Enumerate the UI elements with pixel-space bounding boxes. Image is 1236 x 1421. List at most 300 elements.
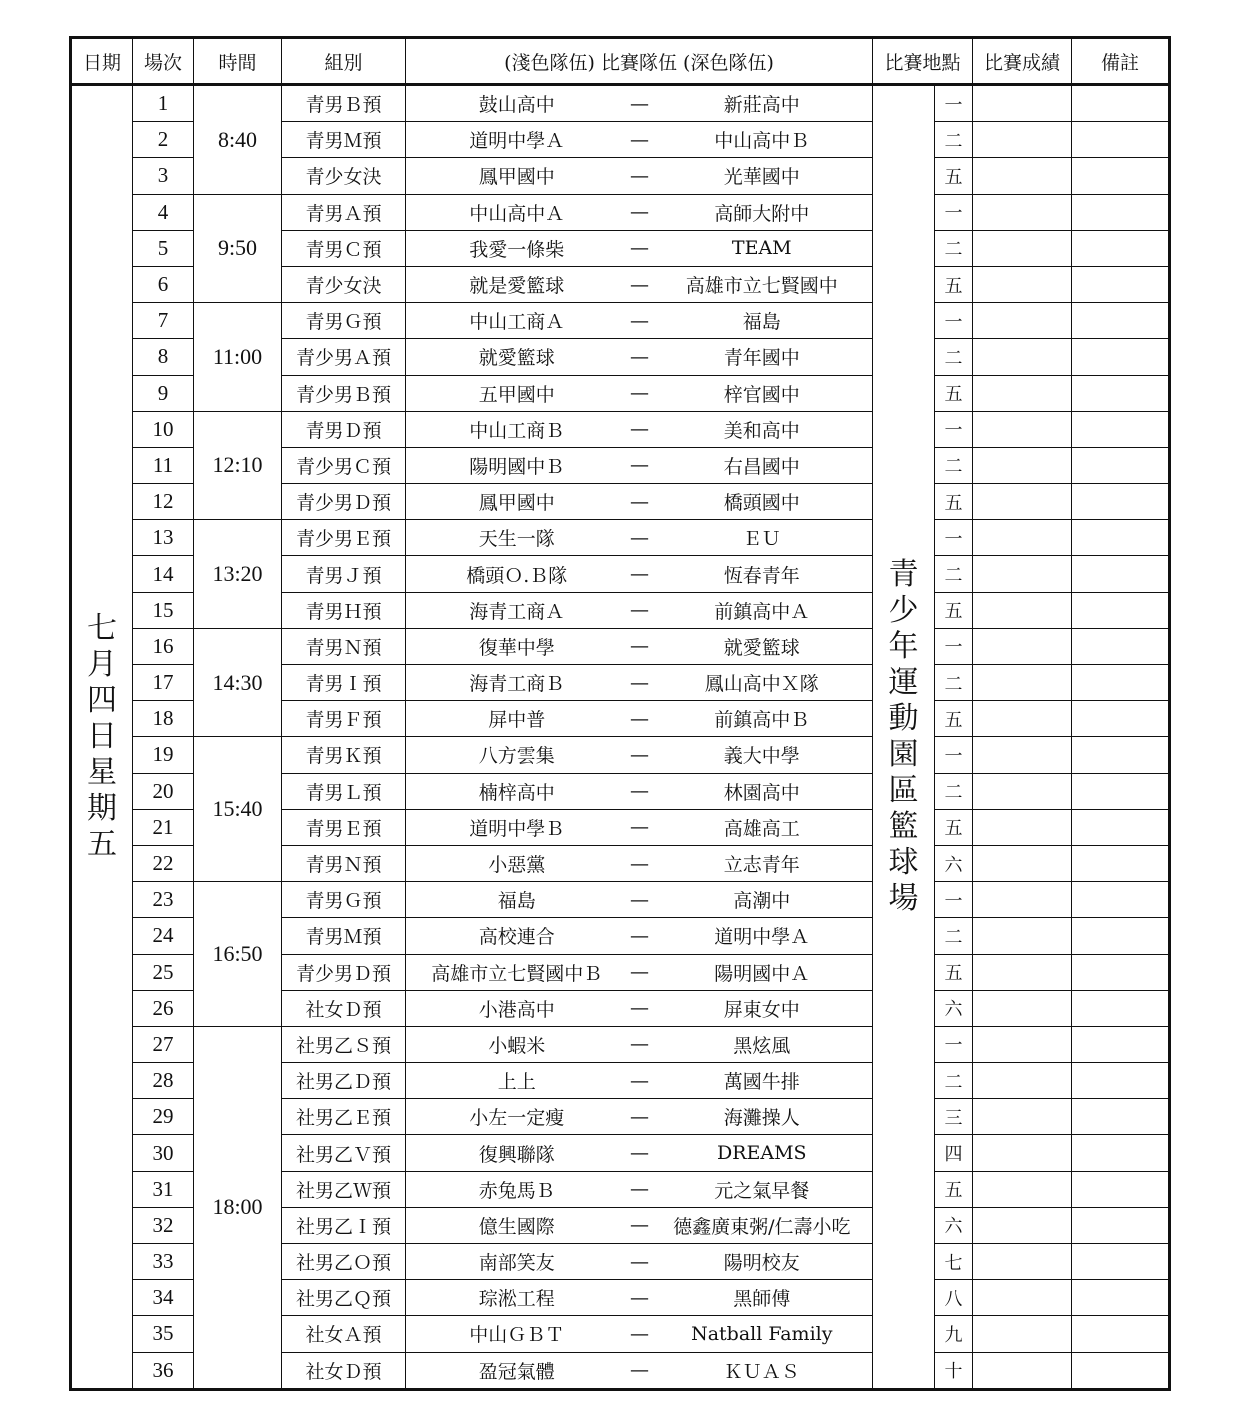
table-row [71, 882, 1170, 918]
versus-dash: — [628, 122, 652, 158]
court-number: 三 [935, 1099, 973, 1135]
match-number: 36 [133, 1352, 194, 1389]
match-number: 25 [133, 954, 194, 990]
match-number: 28 [133, 1063, 194, 1099]
versus-dash: — [628, 1135, 652, 1171]
remark-cell [1072, 882, 1170, 918]
time-slot: 8:40 [194, 85, 282, 195]
table-row [71, 303, 1170, 339]
dark-team: 鳳山高中Ｘ隊 [652, 665, 873, 701]
court-number: 五 [935, 592, 973, 628]
versus-dash: — [628, 85, 652, 122]
remark-cell [1072, 665, 1170, 701]
match-number: 23 [133, 882, 194, 918]
score-cell [973, 1171, 1072, 1207]
header-teams: (淺色隊伍) 比賽隊伍 (深色隊伍) [406, 38, 873, 85]
versus-dash: — [628, 158, 652, 194]
light-team: 盈冠氣體 [406, 1352, 628, 1389]
court-number: 五 [935, 954, 973, 990]
match-number: 9 [133, 375, 194, 411]
remark-cell [1072, 85, 1170, 122]
remark-cell [1072, 1352, 1170, 1389]
versus-dash: — [628, 1352, 652, 1389]
dark-team: ＫＵＡＳ [652, 1352, 873, 1389]
score-cell [973, 1135, 1072, 1171]
remark-cell [1072, 737, 1170, 773]
light-team: 就是愛籃球 [406, 266, 628, 302]
remark-cell [1072, 122, 1170, 158]
group-cell: 青少男Ｅ預 [282, 520, 406, 556]
court-number: 五 [935, 158, 973, 194]
light-team: 天生一隊 [406, 520, 628, 556]
header-score: 比賽成績 [973, 38, 1072, 85]
score-cell [973, 1099, 1072, 1135]
score-cell [973, 628, 1072, 664]
light-team: 赤兔馬Ｂ [406, 1171, 628, 1207]
time-slot: 16:50 [194, 882, 282, 1027]
court-number: 七 [935, 1244, 973, 1280]
time-slot: 15:40 [194, 737, 282, 882]
match-number: 8 [133, 339, 194, 375]
match-number: 34 [133, 1280, 194, 1316]
dark-team: 新莊高中 [652, 85, 873, 122]
group-cell: 青男Ｇ預 [282, 303, 406, 339]
match-number: 6 [133, 266, 194, 302]
time-slot: 18:00 [194, 1026, 282, 1389]
group-cell: 青男Ｎ預 [282, 628, 406, 664]
score-cell [973, 266, 1072, 302]
court-number: 一 [935, 194, 973, 230]
dark-team: 右昌國中 [652, 447, 873, 483]
score-cell [973, 665, 1072, 701]
dark-team: 黑師傅 [652, 1280, 873, 1316]
group-cell: 青少男Ａ預 [282, 339, 406, 375]
court-number: 二 [935, 665, 973, 701]
score-cell [973, 809, 1072, 845]
versus-dash: — [628, 773, 652, 809]
group-cell: 青男Ａ預 [282, 194, 406, 230]
score-cell [973, 990, 1072, 1026]
dark-team: 道明中學Ａ [652, 918, 873, 954]
remark-cell [1072, 990, 1170, 1026]
versus-dash: — [628, 1207, 652, 1243]
remark-cell [1072, 1316, 1170, 1352]
court-number: 六 [935, 1207, 973, 1243]
score-cell [973, 230, 1072, 266]
schedule-body [71, 85, 1170, 1390]
group-cell: 社男乙Ｅ預 [282, 1099, 406, 1135]
match-number: 32 [133, 1207, 194, 1243]
court-number: 二 [935, 918, 973, 954]
remark-cell [1072, 1244, 1170, 1280]
court-number: 二 [935, 339, 973, 375]
court-number: 二 [935, 1063, 973, 1099]
dark-team: 梓官國中 [652, 375, 873, 411]
court-number: 一 [935, 520, 973, 556]
light-team: 小左一定瘦 [406, 1099, 628, 1135]
group-cell: 社女Ａ預 [282, 1316, 406, 1352]
match-number: 16 [133, 628, 194, 664]
dark-team: 就愛籃球 [652, 628, 873, 664]
venue-cell [873, 85, 935, 1390]
light-team: 鳳甲國中 [406, 484, 628, 520]
header-time: 時間 [194, 38, 282, 85]
light-team: 中山工商Ｂ [406, 411, 628, 447]
group-cell: 社女Ｄ預 [282, 1352, 406, 1389]
light-team: 中山工商Ａ [406, 303, 628, 339]
remark-cell [1072, 1171, 1170, 1207]
group-cell: 社男乙Ｄ預 [282, 1063, 406, 1099]
light-team: 八方雲集 [406, 737, 628, 773]
match-number: 35 [133, 1316, 194, 1352]
group-cell: 青男Ｍ預 [282, 122, 406, 158]
dark-team: 前鎮高中Ａ [652, 592, 873, 628]
remark-cell [1072, 1026, 1170, 1062]
court-number: 二 [935, 230, 973, 266]
versus-dash: — [628, 303, 652, 339]
court-number: 二 [935, 447, 973, 483]
group-cell: 社女Ｄ預 [282, 990, 406, 1026]
remark-cell [1072, 230, 1170, 266]
remark-cell [1072, 484, 1170, 520]
dark-team: 光華國中 [652, 158, 873, 194]
remark-cell [1072, 411, 1170, 447]
dark-team: 陽明國中Ａ [652, 954, 873, 990]
light-team: 道明中學Ａ [406, 122, 628, 158]
versus-dash: — [628, 882, 652, 918]
dark-team: 前鎮高中Ｂ [652, 701, 873, 737]
remark-cell [1072, 809, 1170, 845]
group-cell: 青男Ｄ預 [282, 411, 406, 447]
light-team: 鼓山高中 [406, 85, 628, 122]
score-cell [973, 954, 1072, 990]
light-team: 海青工商Ａ [406, 592, 628, 628]
light-team: 鳳甲國中 [406, 158, 628, 194]
remark-cell [1072, 1099, 1170, 1135]
versus-dash: — [628, 484, 652, 520]
dark-team: 德鑫廣東粥/仁壽小吃 [652, 1207, 873, 1243]
table-row [71, 194, 1170, 230]
match-number: 26 [133, 990, 194, 1026]
remark-cell [1072, 303, 1170, 339]
venue-label: 青少年運動園區籃球場 [888, 556, 919, 916]
light-team: 道明中學Ｂ [406, 809, 628, 845]
dark-team: 高雄高工 [652, 809, 873, 845]
remark-cell [1072, 520, 1170, 556]
score-cell [973, 737, 1072, 773]
group-cell: 青男Ｉ預 [282, 665, 406, 701]
light-team: 琮淞工程 [406, 1280, 628, 1316]
court-number: 二 [935, 556, 973, 592]
score-cell [973, 375, 1072, 411]
group-cell: 青男Ｆ預 [282, 701, 406, 737]
versus-dash: — [628, 845, 652, 881]
group-cell: 青男Ｋ預 [282, 737, 406, 773]
light-team: 中山高中Ａ [406, 194, 628, 230]
match-number: 27 [133, 1026, 194, 1062]
versus-dash: — [628, 1026, 652, 1062]
match-number: 13 [133, 520, 194, 556]
dark-team: 屏東女中 [652, 990, 873, 1026]
versus-dash: — [628, 1099, 652, 1135]
light-team: 海青工商Ｂ [406, 665, 628, 701]
date-label: 七月四日星期五 [87, 610, 117, 862]
remark-cell [1072, 918, 1170, 954]
versus-dash: — [628, 194, 652, 230]
versus-dash: — [628, 1171, 652, 1207]
court-number: 五 [935, 375, 973, 411]
score-cell [973, 158, 1072, 194]
score-cell [973, 882, 1072, 918]
score-cell [973, 918, 1072, 954]
group-cell: 青男Ｃ預 [282, 230, 406, 266]
group-cell: 青男Ｊ預 [282, 556, 406, 592]
table-row [71, 1026, 1170, 1062]
table-row [71, 737, 1170, 773]
date-cell [71, 85, 133, 1390]
court-number: 一 [935, 628, 973, 664]
score-cell [973, 303, 1072, 339]
header-row [71, 38, 1170, 85]
dark-team: 黑炫風 [652, 1026, 873, 1062]
group-cell: 社男乙Ｑ預 [282, 1280, 406, 1316]
dark-team: 立志青年 [652, 845, 873, 881]
group-cell: 青男Ｎ預 [282, 845, 406, 881]
group-cell: 青少男Ｂ預 [282, 375, 406, 411]
court-number: 六 [935, 845, 973, 881]
court-number: 九 [935, 1316, 973, 1352]
match-number: 14 [133, 556, 194, 592]
dark-team: 恆春青年 [652, 556, 873, 592]
light-team: 上上 [406, 1063, 628, 1099]
match-number: 30 [133, 1135, 194, 1171]
remark-cell [1072, 845, 1170, 881]
court-number: 二 [935, 122, 973, 158]
dark-team: 高潮中 [652, 882, 873, 918]
versus-dash: — [628, 230, 652, 266]
score-cell [973, 484, 1072, 520]
header-date: 日期 [71, 38, 133, 85]
dark-team: 義大中學 [652, 737, 873, 773]
dark-team: 林園高中 [652, 773, 873, 809]
table-row [71, 628, 1170, 664]
match-number: 24 [133, 918, 194, 954]
dark-team: 高師大附中 [652, 194, 873, 230]
court-number: 二 [935, 773, 973, 809]
dark-team: TEAM [652, 230, 873, 266]
court-number: 一 [935, 882, 973, 918]
time-slot: 9:50 [194, 194, 282, 303]
light-team: 復興聯隊 [406, 1135, 628, 1171]
group-cell: 青少女決 [282, 266, 406, 302]
versus-dash: — [628, 447, 652, 483]
dark-team: 中山高中Ｂ [652, 122, 873, 158]
remark-cell [1072, 628, 1170, 664]
light-team: 五甲國中 [406, 375, 628, 411]
match-number: 19 [133, 737, 194, 773]
score-cell [973, 1280, 1072, 1316]
match-number: 29 [133, 1099, 194, 1135]
versus-dash: — [628, 918, 652, 954]
remark-cell [1072, 266, 1170, 302]
score-cell [973, 85, 1072, 122]
light-team: 億生國際 [406, 1207, 628, 1243]
score-cell [973, 447, 1072, 483]
time-slot: 13:20 [194, 520, 282, 629]
versus-dash: — [628, 809, 652, 845]
court-number: 五 [935, 266, 973, 302]
versus-dash: — [628, 954, 652, 990]
score-cell [973, 520, 1072, 556]
light-team: 福島 [406, 882, 628, 918]
dark-team: 美和高中 [652, 411, 873, 447]
group-cell: 青男Ｌ預 [282, 773, 406, 809]
match-number: 4 [133, 194, 194, 230]
match-number: 10 [133, 411, 194, 447]
remark-cell [1072, 158, 1170, 194]
remark-cell [1072, 375, 1170, 411]
versus-dash: — [628, 1280, 652, 1316]
versus-dash: — [628, 1063, 652, 1099]
court-number: 十 [935, 1352, 973, 1389]
remark-cell [1072, 1280, 1170, 1316]
match-number: 5 [133, 230, 194, 266]
score-cell [973, 701, 1072, 737]
versus-dash: — [628, 375, 652, 411]
versus-dash: — [628, 520, 652, 556]
score-cell [973, 339, 1072, 375]
light-team: 我愛一條柴 [406, 230, 628, 266]
match-number: 18 [133, 701, 194, 737]
score-cell [973, 1244, 1072, 1280]
remark-cell [1072, 773, 1170, 809]
versus-dash: — [628, 556, 652, 592]
court-number: 一 [935, 737, 973, 773]
remark-cell [1072, 592, 1170, 628]
remark-cell [1072, 701, 1170, 737]
court-number: 四 [935, 1135, 973, 1171]
versus-dash: — [628, 737, 652, 773]
remark-cell [1072, 194, 1170, 230]
dark-team: 元之氣早餐 [652, 1171, 873, 1207]
group-cell: 社男乙Ｖ預 [282, 1135, 406, 1171]
match-number: 21 [133, 809, 194, 845]
match-number: 20 [133, 773, 194, 809]
table-row [71, 85, 1170, 122]
dark-team: 海灘操人 [652, 1099, 873, 1135]
group-cell: 青少男Ｃ預 [282, 447, 406, 483]
group-cell: 社男乙Ｓ預 [282, 1026, 406, 1062]
match-number: 22 [133, 845, 194, 881]
light-team: 小港高中 [406, 990, 628, 1026]
versus-dash: — [628, 266, 652, 302]
light-team: 小惡黨 [406, 845, 628, 881]
remark-cell [1072, 447, 1170, 483]
score-cell [973, 773, 1072, 809]
group-cell: 社男乙Ｉ預 [282, 1207, 406, 1243]
court-number: 六 [935, 990, 973, 1026]
remark-cell [1072, 954, 1170, 990]
group-cell: 青男Ｅ預 [282, 809, 406, 845]
remark-cell [1072, 1207, 1170, 1243]
score-cell [973, 845, 1072, 881]
light-team: 中山ＧＢＴ [406, 1316, 628, 1352]
score-cell [973, 122, 1072, 158]
light-team: 南部笑友 [406, 1244, 628, 1280]
score-cell [973, 1207, 1072, 1243]
match-number: 3 [133, 158, 194, 194]
court-number: 一 [935, 1026, 973, 1062]
remark-cell [1072, 556, 1170, 592]
remark-cell [1072, 1135, 1170, 1171]
header-remark: 備註 [1072, 38, 1170, 85]
remark-cell [1072, 339, 1170, 375]
schedule-table [69, 36, 1171, 1391]
group-cell: 青少女決 [282, 158, 406, 194]
group-cell: 青男Ｈ預 [282, 592, 406, 628]
dark-team: 青年國中 [652, 339, 873, 375]
group-cell: 青男Ｇ預 [282, 882, 406, 918]
court-number: 五 [935, 1171, 973, 1207]
score-cell [973, 1063, 1072, 1099]
court-number: 五 [935, 484, 973, 520]
versus-dash: — [628, 411, 652, 447]
court-number: 五 [935, 809, 973, 845]
group-cell: 社男乙Ｗ預 [282, 1171, 406, 1207]
match-number: 12 [133, 484, 194, 520]
match-number: 33 [133, 1244, 194, 1280]
table-row [71, 520, 1170, 556]
light-team: 高校連合 [406, 918, 628, 954]
group-cell: 青少男Ｄ預 [282, 954, 406, 990]
dark-team: 萬國牛排 [652, 1063, 873, 1099]
match-number: 17 [133, 665, 194, 701]
light-team: 高雄市立七賢國中Ｂ [406, 954, 628, 990]
versus-dash: — [628, 592, 652, 628]
match-number: 31 [133, 1171, 194, 1207]
match-number: 7 [133, 303, 194, 339]
versus-dash: — [628, 339, 652, 375]
dark-team: 橋頭國中 [652, 484, 873, 520]
group-cell: 青男Ｂ預 [282, 85, 406, 122]
score-cell [973, 556, 1072, 592]
light-team: 就愛籃球 [406, 339, 628, 375]
versus-dash: — [628, 701, 652, 737]
court-number: 一 [935, 411, 973, 447]
group-cell: 青男Ｍ預 [282, 918, 406, 954]
score-cell [973, 592, 1072, 628]
dark-team: ＥＵ [652, 520, 873, 556]
dark-team: 陽明校友 [652, 1244, 873, 1280]
light-team: 楠梓高中 [406, 773, 628, 809]
time-slot: 14:30 [194, 628, 282, 737]
court-number: 一 [935, 85, 973, 122]
light-team: 屏中普 [406, 701, 628, 737]
match-number: 2 [133, 122, 194, 158]
table-row [71, 411, 1170, 447]
score-cell [973, 1316, 1072, 1352]
versus-dash: — [628, 1244, 652, 1280]
time-slot: 12:10 [194, 411, 282, 520]
light-team: 小蝦米 [406, 1026, 628, 1062]
score-cell [973, 194, 1072, 230]
court-number: 五 [935, 701, 973, 737]
versus-dash: — [628, 1316, 652, 1352]
dark-team: 高雄市立七賢國中 [652, 266, 873, 302]
light-team: 橋頭Ｏ.Ｂ隊 [406, 556, 628, 592]
header-venue: 比賽地點 [873, 38, 973, 85]
match-number: 1 [133, 85, 194, 122]
